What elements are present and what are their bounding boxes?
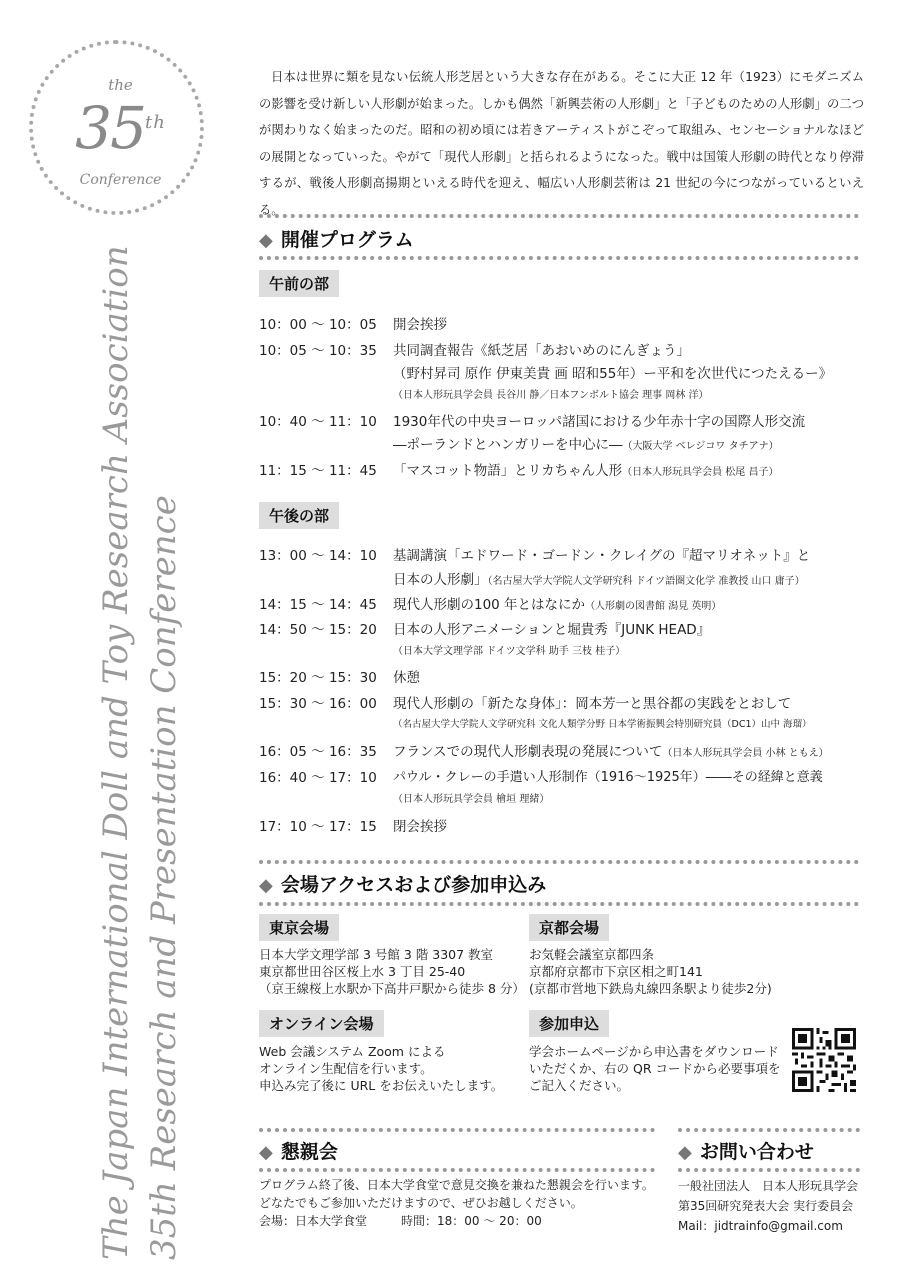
diamond-icon: ◆: [678, 1142, 692, 1163]
party-info: [259, 1176, 654, 1230]
presenter-note: （日本人形玩具学会員 長谷川 静／日本フンボルト協会 理事 岡林 洋）: [393, 390, 709, 401]
apply-info: [529, 1043, 780, 1094]
presenter-note: （日本人形玩具学会員 小林 ともえ）: [662, 748, 829, 759]
program-item-line2: [393, 568, 805, 588]
vertical-title: [92, 245, 188, 1260]
presenter-note: （日本人形玩具学会員 松尾 昌子）: [622, 467, 779, 478]
address-line: 東京都世田谷区桜上水 3 丁目 25-40: [259, 964, 466, 979]
divider: [259, 256, 859, 260]
program-item: 閉会挨拶: [393, 819, 447, 835]
time-slot: 15：30 〜 16：00: [259, 696, 377, 712]
kyoto-address: [529, 946, 772, 997]
party-line: プログラム終了後、日本大学食堂で意見交換を兼ねた懇親会を行います。: [259, 1178, 654, 1192]
vertical-title-line2: 35th Research and Presentation Conference: [144, 495, 184, 1260]
program-item: [393, 740, 829, 760]
time-slot: 17：10 〜 17：15: [259, 819, 377, 835]
access-heading: [259, 870, 546, 897]
program-heading: [259, 225, 414, 252]
program-item-text: フランスでの現代人形劇表現の発展について: [393, 744, 663, 760]
divider: [259, 1168, 655, 1172]
program-item: 1930年代の中央ヨーロッパ諸国における少年赤十字の国際人形交流: [393, 414, 806, 430]
badge-suffix: th: [144, 112, 166, 133]
badge-the: the: [108, 76, 133, 94]
program-item: 日本の人形アニメーションと堀貴秀『JUNK HEAD』: [393, 622, 711, 638]
time-slot: 13：00 〜 14：10: [259, 548, 377, 564]
divider: [259, 1128, 655, 1132]
qr-code-icon[interactable]: [792, 1028, 856, 1092]
diamond-icon: ◆: [259, 875, 273, 896]
presenter-note: （名古屋大学大学院人文学研究科 ドイツ語圏文化学 准教授 山口 庸子）: [487, 576, 805, 587]
divider: [259, 214, 859, 218]
badge-number-text: 35: [75, 94, 145, 162]
time-slot: 10：00 〜 10：05: [259, 317, 377, 333]
presenter-note: （大阪大学 ベレジコワ タチアナ）: [622, 441, 779, 452]
contact-email[interactable]: Mail：jidtrainfo@gmail.com: [678, 1219, 843, 1233]
badge-number: [33, 94, 208, 162]
time-slot: 16：40 〜 17：10: [259, 770, 377, 786]
program-item: [393, 593, 721, 613]
presenter-note: （名古屋大学大学院人文学研究科 文化人類学分野 日本学術振興会特別研究員（DC1）山中 海瑠）: [393, 719, 812, 730]
contact-info: [678, 1176, 858, 1236]
contact-line: 一般社団法人 日本人形玩具学会: [678, 1179, 859, 1193]
time-slot: 15：20 〜 15：30: [259, 670, 377, 686]
diamond-icon: ◆: [259, 1142, 273, 1163]
program-item: 開会挨拶: [393, 317, 447, 333]
tokyo-label: 東京会場: [259, 914, 339, 941]
program-item: 現代人形劇の「新たな身体」：岡本芳一と黒谷都の実践をとおして: [393, 696, 792, 712]
program-item: 基調講演「エドワード・ゴードン・クレイグの『超マリオネット』と: [393, 548, 811, 564]
program-item-line2: （野村昇司 原作 伊東美貴 画 昭和55年）ー平和を次世代につたえるー》: [393, 366, 833, 382]
apply-label: 参加申込: [529, 1010, 609, 1037]
info-line: いただくか、右の QR コードから必要事項を: [529, 1061, 781, 1076]
badge-conference: Conference: [79, 172, 162, 188]
address-line: 日本大学文理学部 3 号館 3 階 3307 教室: [259, 947, 494, 962]
info-line: オンライン生配信を行います。: [259, 1061, 433, 1076]
presenter-note: （人形劇の図書館 潟見 英明）: [585, 601, 722, 612]
party-line: どなたでもご参加いただけますので、ぜひお越しください。: [259, 1196, 583, 1210]
party-venue-time: [259, 1212, 654, 1230]
contact-title: お問い合わせ: [699, 1141, 814, 1163]
address-line: (京都市営地下鉄烏丸線四条駅より徒歩2分): [529, 981, 772, 996]
time-slot: 10：05 〜 10：35: [259, 343, 377, 359]
program-item: パウル・クレーの手遣い人形制作（1916〜1925年）――その経緯と意義: [393, 770, 823, 785]
party-time: 時間：18：00 〜 20：00: [401, 1214, 542, 1228]
vertical-title-line1: The Japan International Doll and Toy Research Association: [96, 245, 136, 1260]
party-heading: [259, 1137, 338, 1164]
info-line: 申込み完了後に URL をお伝えいたします。: [259, 1078, 504, 1093]
program-item-line2-text: 日本の人形劇」: [393, 572, 488, 588]
contact-heading: [678, 1137, 814, 1164]
divider: [259, 860, 859, 864]
info-line: Web 会議システム Zoom による: [259, 1044, 446, 1059]
kyoto-label: 京都会場: [529, 914, 609, 941]
program-item: 休憩: [393, 670, 420, 686]
intro-paragraph: 日本は世界に類を見ない伝統人形芝居という大きな存在がある。そこに大正 12 年（1923）にモダニズムの影響を受け新しい人形劇が始まった。しかも偶然「新興芸術の人形劇」と「子どものための人形劇」の二つが関わりなく始まったのだ。昭和の初め頃には若きアーティストがこぞって取組み、センセーショナルなほどの展開となっていった。やがて「現代人形劇」と括られるようになった。戦中は国策人形劇の時代となり停滞するが、戦後人形劇高揚期といえる時代を迎え、幅広い人形劇芸術は 21 世紀の今につながっているといえる。: [259, 70, 864, 217]
program-item-line2: [393, 433, 779, 453]
info-line: 学会ホームページから申込書をダウンロード: [529, 1044, 779, 1059]
conference-badge: [29, 40, 204, 215]
access-title: 会場アクセスおよび参加申込み: [280, 874, 547, 896]
address-line: （京王線桜上水駅か下高井戸駅から徒歩 8 分）: [259, 981, 525, 996]
time-slot: 10：40 〜 11：10: [259, 414, 377, 430]
morning-label: 午前の部: [259, 270, 339, 297]
program-item-line2-text: ―ポーランドとハンガリーを中心に―: [393, 437, 623, 453]
tokyo-address: [259, 946, 525, 997]
presenter-note: （日本人形玩具学会員 檜垣 理緒）: [393, 794, 550, 805]
info-line: ご記入ください。: [529, 1078, 630, 1093]
address-line: 京都府京都市下京区相之町141: [529, 964, 703, 979]
address-line: お気軽会議室京都四条: [529, 947, 655, 962]
online-label: オンライン会場: [259, 1010, 384, 1037]
divider: [678, 1128, 860, 1132]
time-slot: 14：50 〜 15：20: [259, 622, 377, 638]
time-slot: 16：05 〜 16：35: [259, 744, 377, 760]
program-item-text: 「マスコット物語」とリカちゃん人形: [393, 463, 623, 479]
afternoon-label: 午後の部: [259, 502, 339, 529]
time-slot: 14：15 〜 14：45: [259, 597, 377, 613]
program-item: [393, 459, 778, 479]
divider: [259, 902, 859, 906]
online-info: [259, 1043, 503, 1094]
party-venue: 会場：日本大学食堂: [259, 1214, 368, 1228]
program-item-text: 現代人形劇の100 年とはなにか: [393, 597, 586, 613]
party-title: 懇親会: [280, 1141, 338, 1163]
program-item: 共同調査報告《紙芝居「あおいめのにんぎょう」: [393, 343, 690, 359]
contact-line: 第35回研究発表大会 実行委員会: [678, 1199, 854, 1213]
diamond-icon: ◆: [259, 230, 273, 251]
presenter-note: （日本大学文理学部 ドイツ文学科 助手 三枝 桂子）: [393, 646, 626, 657]
time-slot: 11：15 〜 11：45: [259, 463, 377, 479]
program-title: 開催プログラム: [280, 229, 414, 251]
divider: [678, 1168, 860, 1172]
